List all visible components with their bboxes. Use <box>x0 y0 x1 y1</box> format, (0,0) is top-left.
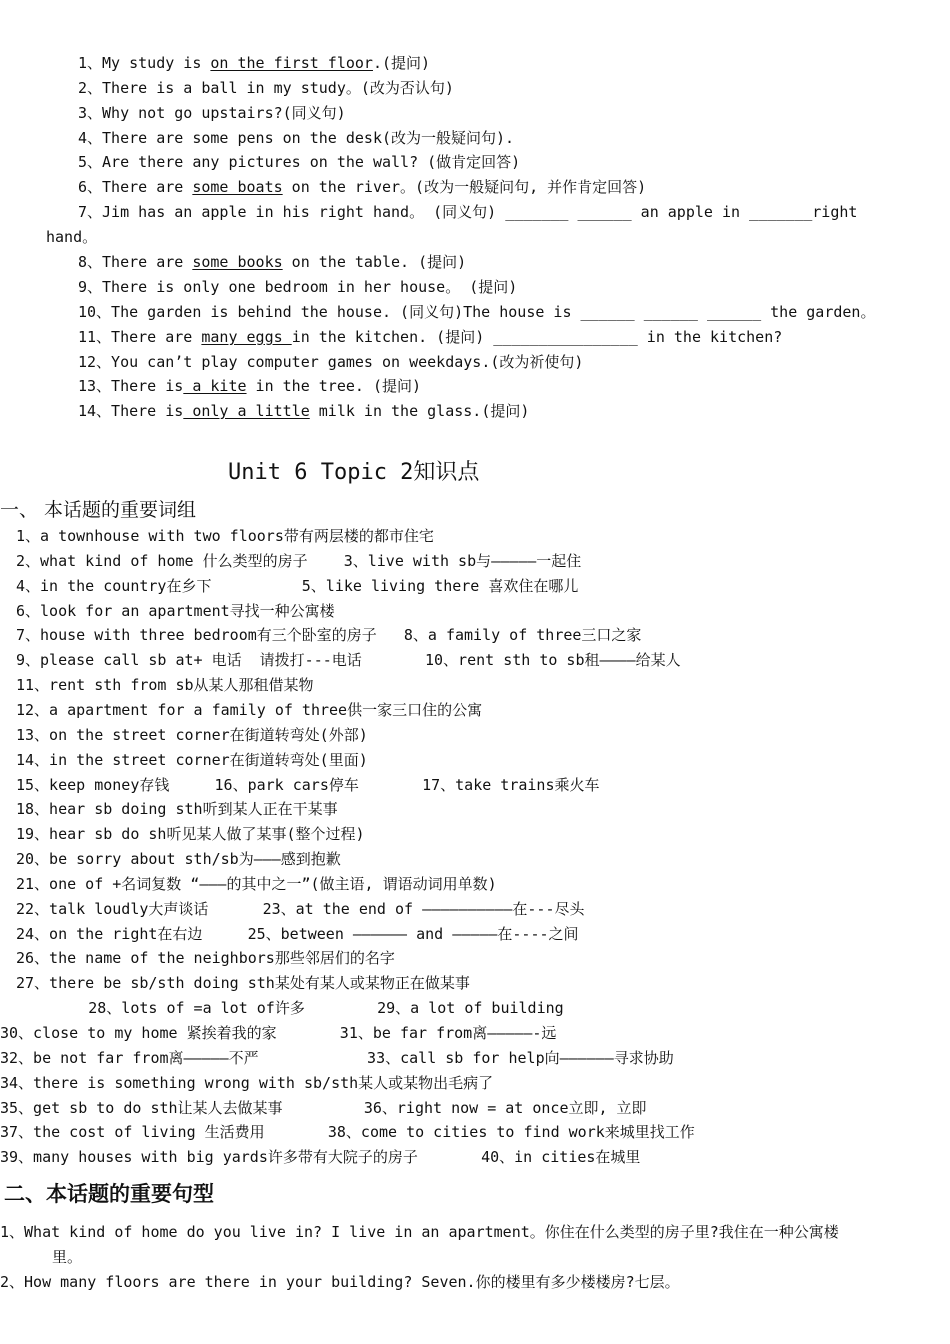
phrase-line: 39、many houses with big yards许多带有大院子的房子 40、in cities在城里 <box>0 1148 641 1167</box>
phrase-line: 13、on the street corner在街道转弯处(外部) <box>16 725 368 744</box>
exercise-line <box>78 252 466 272</box>
sentence-line: 1、What kind of home do you live in? I live in an apartment。你住在什么类型的房子里?我住在一种公寓楼 <box>0 1223 839 1241</box>
exercise-text: 3、Why not go upstairs?(同义句) <box>78 104 346 122</box>
phrase-line: 21、one of +名词复数 “———的其中之一”(做主语, 谓语动词用单数) <box>16 874 497 893</box>
phrase-line: 11、rent sth from sb从某人那租借某物 <box>16 676 314 695</box>
underlined-text: on the first floor <box>210 54 373 72</box>
phrase-line: 7、house with three bedroom有三个卧室的房子 8、a family of three三口之家 <box>16 626 642 645</box>
exercise-text: on the table. (提问) <box>282 253 467 271</box>
phrase-line: 20、be sorry about sth/sb为———感到抱歉 <box>16 850 341 869</box>
phrase-line: 14、in the street corner在街道转弯处(里面) <box>16 750 368 769</box>
phrase-line: 9、please call sb at+ 电话 请拨打---电话 10、rent sth to sb租————给某人 <box>16 651 681 670</box>
phrase-line: 34、there is something wrong with sb/sth某人或某物出毛病了 <box>0 1073 494 1092</box>
exercise-line <box>78 401 529 421</box>
exercise-text: right <box>812 203 858 221</box>
phrase-line: 27、there be sb/sth doing sth某处有某人或某物正在做某事 <box>16 974 470 993</box>
exercise-line <box>78 277 517 297</box>
phrase-line: 26、the name of the neighbors那些邻居们的名字 <box>16 949 395 968</box>
phrase-line: 4、in the country在乡下 5、like living there 喜欢住在哪儿 <box>16 576 579 595</box>
exercise-line <box>78 78 454 98</box>
phrase-line: 19、hear sb do sh听见某人做了某事(整个过程) <box>16 825 365 844</box>
exercise-text: 14、There is <box>78 402 184 420</box>
exercise-text: 1、My study is <box>78 54 211 72</box>
exercise-text: 2、There is a ball in my study。(改为否认句) <box>78 79 454 97</box>
exercise-line <box>78 302 875 322</box>
phrase-line: 35、get sb to do sth让某人去做某事 36、right now = at once立即, 立即 <box>0 1098 647 1117</box>
exercise-text: 10、The garden is behind the house. (同义句)The house is ______ ______ ______ the garden。 <box>78 303 876 321</box>
phrase-line: 30、close to my home 紧挨着我的家 31、be far from离—————-远 <box>0 1024 557 1042</box>
exercise-text: _______ <box>749 203 813 221</box>
underlined-text: only a little <box>183 402 310 420</box>
exercise-text: milk in the glass.(提问) <box>309 402 530 420</box>
exercise-line <box>78 202 857 222</box>
sentence-line: 里。 <box>52 1248 83 1266</box>
exercise-line <box>78 376 421 396</box>
exercise-line <box>78 177 646 197</box>
exercise-text: _______ <box>505 203 569 221</box>
phrase-line: 32、be not far from离—————不严 33、call sb for help向——————寻求协助 <box>0 1048 674 1067</box>
exercise-text: 4、There are some pens on the desk(改为一般疑问句). <box>78 129 515 147</box>
exercise-line <box>78 152 520 172</box>
phrase-line: 24、on the right在右边 25、between —————— and —————在----之间 <box>16 924 579 943</box>
exercise-line <box>78 352 583 372</box>
phrase-line: 28、lots of =a lot of许多 29、a lot of building <box>16 999 564 1018</box>
exercise-text: in the kitchen. (提问) ________________ in the kitchen? <box>291 328 783 346</box>
exercise-text: 13、There is <box>78 377 184 395</box>
section-heading-phrases: 一、 本话题的重要词组 <box>0 499 197 521</box>
phrase-line: 22、talk loudly大声谈话 23、at the end of ——————————在---尽头 <box>16 899 585 918</box>
exercise-text: .(提问) <box>372 54 431 72</box>
exercise-text: 7、Jim has an apple in his right hand。 (同义句) <box>78 203 506 221</box>
phrase-line: 2、what kind of home 什么类型的房子 3、live with sb与—————一起住 <box>16 551 582 570</box>
phrase-line: 1、a townhouse with two floors带有两层楼的都市住宅 <box>16 527 434 545</box>
exercise-text: 11、There are <box>78 328 202 346</box>
phrase-line: 37、the cost of living 生活费用 38、come to cities to find work来城里找工作 <box>0 1123 695 1142</box>
underlined-text: some boats <box>192 178 283 196</box>
phrase-line: 18、hear sb doing sth听到某人正在干某事 <box>16 800 338 819</box>
unit-title: Unit 6 Topic 2知识点 <box>228 460 480 485</box>
exercise-text: 6、There are <box>78 178 193 196</box>
exercise-text: 9、There is only one bedroom in her house。 (提问) <box>78 278 518 296</box>
exercise-text: 8、There are <box>78 253 193 271</box>
exercise-text: 5、Are there any pictures on the wall? (做肯定回答) <box>78 153 521 171</box>
exercise-text: 12、You can’t play computer games on weekdays.(改为祈使句) <box>78 353 584 371</box>
phrase-line: 6、look for an apartment寻找一种公寓楼 <box>16 601 335 620</box>
exercise-text: hand。 <box>46 228 98 246</box>
exercise-text: an apple in <box>631 203 750 221</box>
exercise-text: on the river。(改为一般疑问句, 并作肯定回答) <box>282 178 647 196</box>
exercise-line <box>78 327 782 347</box>
exercise-text: ______ <box>577 203 632 221</box>
exercise-line <box>78 53 430 73</box>
underlined-text: some books <box>192 253 283 271</box>
exercise-line <box>78 128 514 148</box>
section-heading-sentences: 二、本话题的重要句型 <box>4 1181 214 1206</box>
sentence-line: 2、How many floors are there in your building? Seven.你的楼里有多少楼楼房?七层。 <box>0 1273 680 1291</box>
exercise-line <box>78 103 346 123</box>
underlined-text: a kite <box>183 377 247 395</box>
phrase-line: 12、a apartment for a family of three供一家三口住的公寓 <box>16 700 483 719</box>
underlined-text: many eggs <box>201 328 292 346</box>
exercise-text: in the tree. (提问) <box>246 377 422 395</box>
exercise-line <box>46 227 97 247</box>
phrase-line: 15、keep money存钱 16、park cars停车 17、take trains乘火车 <box>16 775 600 794</box>
